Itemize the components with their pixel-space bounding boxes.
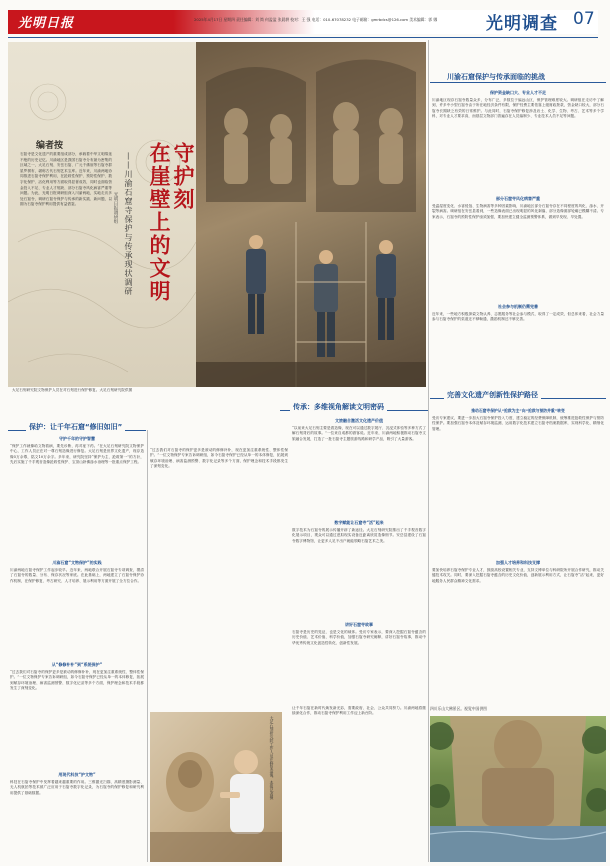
restorer-scene — [150, 712, 282, 862]
section3-subhead-1: 守护千年的守护智慧 — [59, 436, 95, 441]
bottom-photo-buddha — [430, 716, 606, 862]
section1-body-2: 受温湿度变化、水害侵蚀、生物病害等多种因素影响，川渝地区部分石窟寺存在不同程度的风化、渗水、开裂等病害。调研组在安岳县看到，一些造像表面已出现明显的风化剥落，部分造像面部轮廓已模糊不清。专家表示，石窟寺的预防性保护亟须加强，要加快建立健全监测预警体系，做到早发现、早处置。 — [432, 204, 604, 219]
page-number: 07 — [573, 9, 595, 29]
headline-subtitle: ——川渝石窟寺保护与传承现状调研 — [124, 152, 133, 296]
section3-continued: “过去我们对石窟寺的保护更多是被动的修修补补，现在更加注重系统性、整体性保护。”一位文物保护专家告诉调研组，如今石窟寺保护已经从单一的本体修复，拓展到赋存环境治理、病害监测预警、数字化记录等多个方面，保护理念和技术手段都发生了深刻变化。 — [150, 448, 288, 469]
section2-heading: 完善文化遗产创新性保护路径 — [444, 390, 541, 400]
section4-subhead-3: 讲好石窟寺故事 — [345, 622, 373, 627]
headline-title-2: 在崖壁上的文明 — [147, 142, 171, 303]
main-photo-caption: 大足石刻研究院文物保护人员在对石刻进行保护修复。大足石刻研究院供图 — [12, 388, 133, 392]
headline-byline: 光明日报调研组 — [113, 192, 118, 224]
newspaper-logo: 光明日报 — [18, 16, 75, 31]
editor-note-body: 石窟寺是文化遗产的重要组成部分，承载着中华文明绵延不绝的历史记忆。川渝地区是我国石窟寺分布最为密集的区域之一，大足石刻、安岳石窟、广元千佛崖等石窟寺群星罗棋布，堪称古代石刻艺术宝库。近年来，川渝两地协同推进石窟寺保护利用，在抢救性保护、预防性保护、数字化保护、活化利用等方面取得显著成效，同时也面临资金投入不足、专业人才短缺、部分石窟寺风化病害严重等问题。为此，光明日报调研组深入川渝两地，实地走访多处石窟寺，调研石窟寺保护与传承的新实践、新问题，以期为石窟寺保护利用提供有益借鉴。 — [20, 152, 112, 207]
section2-body-2: 要加快培养石窟寺保护专业人才，鼓励高校设置相关专业，支持文博单位与科研院所开展合作研究，推动关键技术攻关。同时，要深入挖掘石窟寺蕴含的历史文化价值，创新展示利用方式，让石窟寺“活”起来，更好地服务人民群众精神文化需求。 — [432, 568, 604, 583]
column-divider-2 — [428, 40, 429, 862]
section1-rule — [430, 82, 606, 83]
section3-body-4: 科技在石窟寺保护中发挥着越来越重要的作用。三维激光扫描、高精度摄影测量、无人机航拍等技术被广泛应用于石窟寺数字化记录，为石窟寺的保护修复和研究利用提供了基础数据。 — [10, 780, 144, 795]
section1-body-1: 川渝地区现存石窟寺数量众多，分布广泛，多数位于偏远山区，保护管理难度较大。调研组在走访中了解到，许多中小型石窟寺由于所在地经济条件有限，保护经费主要依靠上级财政拨款，资金缺口较大，部分石窟寺长期缺乏有效的日常维护。与此同时，石窟寺保护修复涉及岩土、化学、生物、考古、艺术等多个学科，对专业人才要求高，而基层文物部门普遍存在人员编制少、专业技术人员不足等问题。 — [432, 98, 604, 119]
section4 — [150, 402, 428, 702]
top-left-block — [8, 42, 196, 387]
section3-body-1: “保护工作就像给文物看病，要先诊断，再对症下药。”在大足石刻研究院文物保护中心，工作人员正在对一尊石刻造像进行修复。大足石刻是世界文化遗产，现存造像5万余尊，铭文10万余字。多年来，研究院坚持“保护为主、抢救第一”的方针，先后实施了千手观音造像抢救性保护、宝顶山卧佛渗水治理等一批重点保护工程。 — [10, 444, 144, 465]
section1 — [430, 42, 606, 387]
section4-body-3: 石窟寺是历史的见证，也是文化的载体。受访专家表示，要深入挖掘石窟寺蕴含的历史价值、艺术价值、科学价值，加强石窟寺研究阐释，讲好石窟寺故事，推动中华优秀传统文化创造性转化、创新性发展。 — [292, 630, 426, 645]
section1-subhead-3: 社会参与机制仍需完善 — [498, 304, 538, 309]
section4-body-1: “以前来大足石刻主要是看造像，现在可以通过数字展厅、沉浸式体验等多种方式了解石刻背后的故事。”一位来自成都的游客说。近年来，川渝两地积极推动石窟寺文旅融合发展，打造了一批石窟寺主题旅游线路和研学产品，吸引了大量游客。 — [292, 426, 426, 441]
section3-subhead-4: 用现代科技“护文物” — [58, 772, 96, 777]
headline-title-1: 守护刻 — [171, 142, 195, 211]
section-title: 光明调查 — [486, 14, 558, 34]
section3 — [8, 402, 146, 862]
section1-heading: 川渝石窟保护与传承面临的挑战 — [444, 72, 548, 82]
editor-note-heading: 编者按 — [36, 141, 64, 151]
section3-subhead-3: 从“修修补补”到“系统保护” — [51, 662, 103, 667]
section2-subhead-1: 推动石窟寺保护从“抢救为主”向“抢救与预防并重”转变 — [471, 408, 565, 413]
bottom-photo-restorer-caption: 大足石刻研究院工作人员在修复造像。本报记者摄 — [270, 716, 275, 800]
buddha-scene — [430, 716, 606, 862]
section3-body-2: 川渝两地石窟寺保护工作起步较早。近年来，两地联合开展石窟寺专项调查，摸清了石窟寺的数量、分布、保存状况等家底。在此基础上，两地建立了石窟寺保护协作机制，在保护修复、考古研究、人才培养、展示利用等方面开展了全方位合作。 — [10, 568, 144, 583]
section2-body-1: 受访专家建议，要进一步加大石窟寺保护投入力度，建立稳定的经费保障机制，统筹推进抢救性保护与预防性保护。要加强石窟寺本体及赋存环境监测，运用数字化技术建立石窟寺档案数据库，实现科学化、精细化管理。 — [432, 416, 604, 431]
section2 — [430, 388, 606, 718]
column-divider-1 — [147, 430, 148, 862]
section4-heading: 传承：多维视角解读文明密码 — [290, 402, 387, 412]
section1-body-3: 近年来，一些地方积极探索文物认养、志愿服务等社会参与模式，取得了一定成效，但总体来看，社会力量参与石窟寺保护的渠道还不够畅通，激励机制还不够完善。 — [432, 312, 604, 322]
section1-subhead-2: 部分石窟寺风化病害严重 — [496, 196, 540, 201]
bottom-photo-restorer — [150, 712, 282, 862]
main-photo — [196, 42, 426, 387]
section3-heading: 保护：让千年石窟“修旧如旧” — [26, 422, 125, 432]
masthead-meta: 2025年4月17日 星期四 责任编辑：刘 简 何盈盈 张晨耕 校对：王 强 电话：010-67078232 电子邮箱：gmrbdcs@126.com 美术编辑：郭 娜 — [194, 17, 438, 22]
bottom-photo-buddha-caption: 四川乐山大佛景区。视觉中国供图 — [430, 706, 487, 711]
section2-subhead-2: 加强人才培养和科技支撑 — [496, 560, 540, 565]
masthead — [8, 6, 604, 44]
section4-subhead-2: 数字赋能让石窟寺“活”起来 — [334, 520, 384, 525]
section4-body-2: 数字技术为石窟寺的展示传播开辟了新途径。大足石刻研究院推出了千手观音数字化展示项目，观众可以通过虚拟现实设备近距离欣赏造像细节。安岳县建设了石窟寺数字博物馆，让更多人足不出户就能领略石窟艺术之美。 — [292, 528, 426, 543]
section4-subhead-1: 文旅融合激活文化遗产价值 — [335, 418, 383, 423]
main-photo-scene — [196, 42, 426, 387]
masthead-rule — [8, 37, 598, 38]
section1-subhead-1: 保护资金缺口大、专业人才不足 — [490, 90, 546, 95]
section3-body-3: “过去我们对石窟寺的保护更多是被动的修修补补，现在更加注重系统性、整体性保护。”一位文物保护专家告诉调研组，如今石窟寺保护已经从单一的本体修复，拓展到赋存环境治理、病害监测预警、数字化记录等多个方面，保护理念和技术手段都发生了深刻变化。 — [10, 670, 144, 691]
section3-subhead-2: 川渝石窟“文物保护”的实践 — [52, 560, 102, 565]
section4-body-4: 让千年石窟在新时代焕发新光彩，需要政府、社会、公众共同努力。川渝两地将继续深化合作，推动石窟寺保护利用工作迈上新台阶。 — [292, 706, 426, 716]
